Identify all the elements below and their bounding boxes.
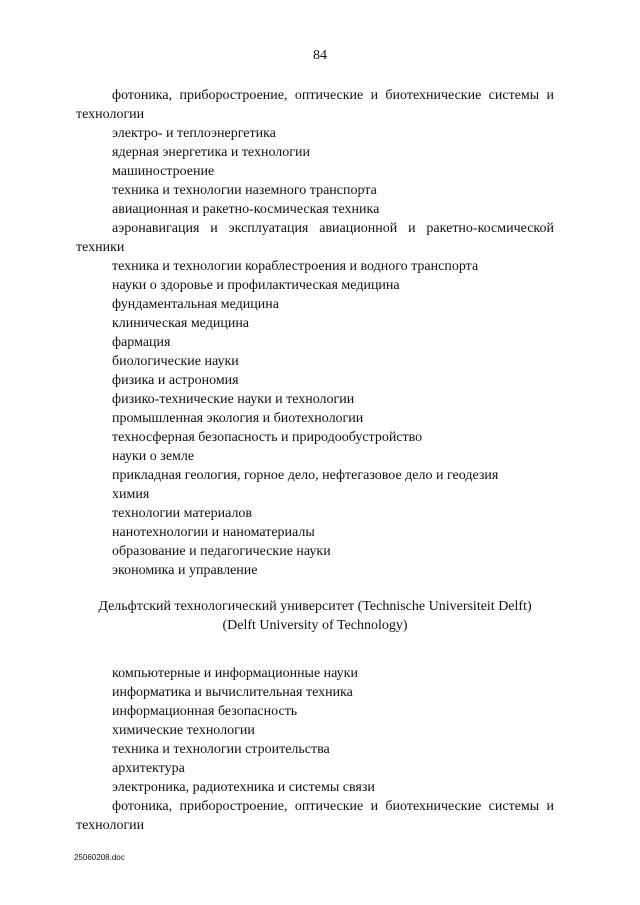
footer-filename: 25060208.doc xyxy=(74,853,125,862)
list-item: образование и педагогические науки xyxy=(112,544,331,559)
list-item: химия xyxy=(112,487,150,502)
list-item: промышленная экология и биотехнологии xyxy=(112,411,364,426)
list-item: прикладная геология, горное дело, нефтегазовое дело и геодезия xyxy=(112,468,499,483)
list-item: фотоника, приборостроение, оптические и биотехнические системы и технологии xyxy=(76,88,554,122)
list-item: авиационная и ракетно-космическая техника xyxy=(112,202,380,217)
list-item: нанотехнологии и наноматериалы xyxy=(112,525,315,540)
list-item: биологические науки xyxy=(112,354,239,369)
list-item: электро- и теплоэнергетика xyxy=(112,126,276,141)
list-item: экономика и управление xyxy=(112,563,258,578)
list-item: ядерная энергетика и технологии xyxy=(112,145,310,160)
list-item: техника и технологии строительства xyxy=(112,742,330,757)
university-heading xyxy=(76,597,554,635)
list-item: физика и астрономия xyxy=(112,373,239,388)
list-item: клиническая медицина xyxy=(112,316,250,331)
list-item: аэронавигация и эксплуатация авиационной и ракетно-космической техники xyxy=(76,221,554,255)
document-body xyxy=(76,86,554,835)
page-number: 84 xyxy=(313,48,327,63)
list-item: технологии материалов xyxy=(112,506,253,521)
list-item: электроника, радиотехника и системы связи xyxy=(112,780,375,795)
list-item: науки о здоровье и профилактическая медицина xyxy=(112,278,400,293)
field-list-1 xyxy=(76,86,554,580)
list-item: фотоника, приборостроение, оптические и биотехнические системы и технологии xyxy=(76,799,554,833)
list-item: техносферная безопасность и природообустройство xyxy=(112,430,423,445)
list-item: архитектура xyxy=(112,761,185,776)
list-item: фундаментальная медицина xyxy=(112,297,279,312)
field-list-2 xyxy=(76,664,554,835)
list-item: науки о земле xyxy=(112,449,195,464)
list-item: химические технологии xyxy=(112,723,255,738)
university-name: Дельфтский технологический университет (Technische Universiteit Delft) xyxy=(98,599,532,614)
list-item: информационная безопасность xyxy=(112,704,298,719)
list-item: физико-технические науки и технологии xyxy=(112,392,355,407)
university-name-english: (Delft University of Technology) xyxy=(222,618,408,633)
list-item: информатика и вычислительная техника xyxy=(112,685,353,700)
list-item: машиностроение xyxy=(112,164,215,179)
list-item: компьютерные и информационные науки xyxy=(112,666,358,681)
list-item: фармация xyxy=(112,335,171,350)
list-item: техника и технологии наземного транспорта xyxy=(112,183,377,198)
list-item: техника и технологии кораблестроения и водного транспорта xyxy=(112,259,479,274)
